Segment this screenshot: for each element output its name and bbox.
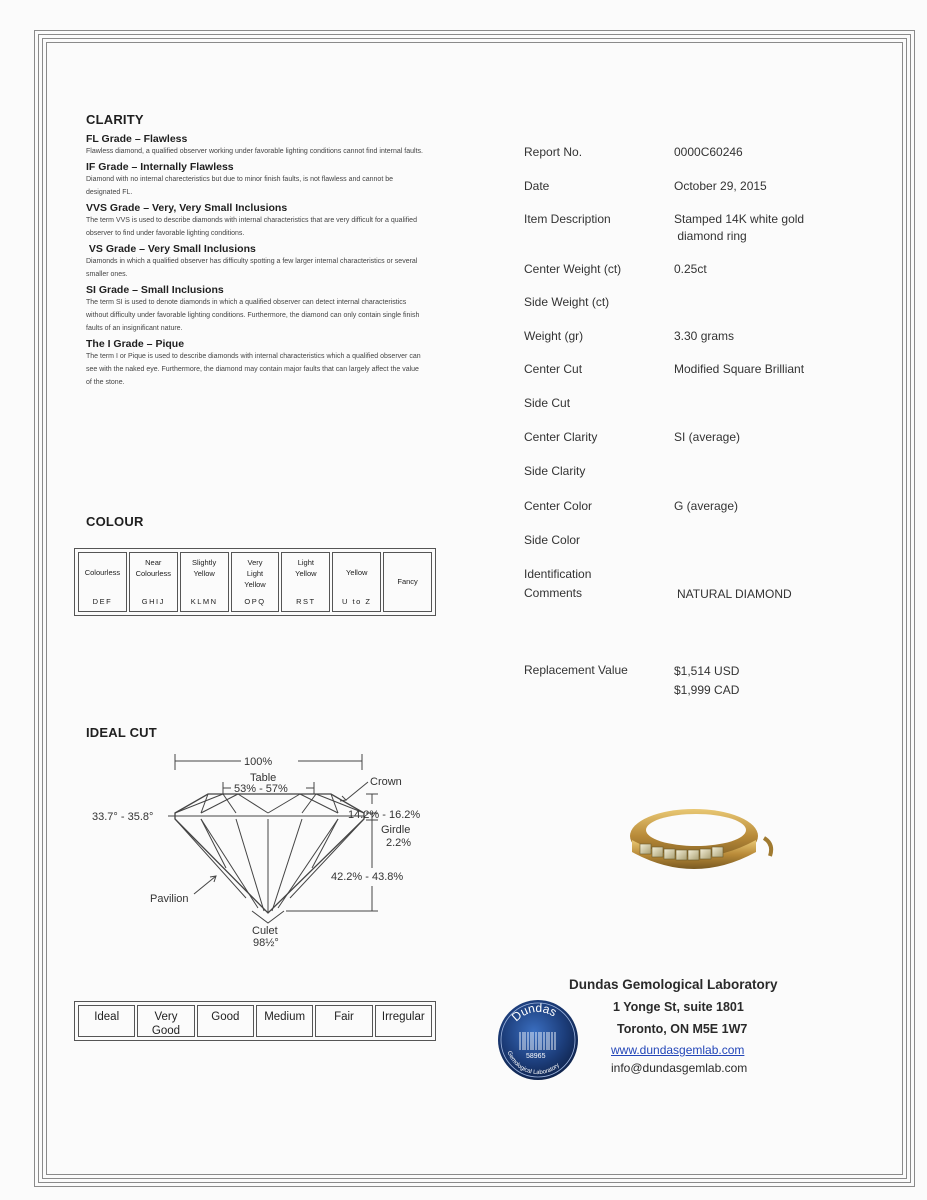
report-value: G (average) <box>674 499 739 513</box>
report-value: 0.25ct <box>674 262 707 276</box>
colour-cell <box>78 552 127 612</box>
colour-scale-table <box>74 548 436 616</box>
clarity-grade-desc: Flawless diamond, a qualified observer working under favorable lighting conditions cannot find internal faults. <box>86 148 423 155</box>
colour-cell-name: Colourless <box>84 568 121 577</box>
girdle-label: Girdle <box>381 824 411 836</box>
cut-grade-cell: Ideal <box>78 1005 135 1037</box>
report-label: Side Cut <box>524 396 571 410</box>
report-label: Side Clarity <box>524 464 586 478</box>
ring-photo <box>624 796 774 886</box>
report-value: 3.30 grams <box>674 329 735 343</box>
clarity-grade-title: FL Grade – Flawless <box>86 133 188 145</box>
colour-cell-letters: KLMN <box>190 597 218 606</box>
clarity-grade-title: VS Grade – Very Small Inclusions <box>86 243 256 255</box>
report-value: NATURAL DIAMOND <box>677 587 792 601</box>
report-label: Weight (gr) <box>524 329 584 343</box>
report-label: Center Color <box>524 499 593 513</box>
report-label: Center Cut <box>524 362 583 376</box>
clarity-grade-title: The I Grade – Pique <box>86 338 185 350</box>
report-label: Center Clarity <box>524 430 598 444</box>
report-value: 0000C60246 <box>674 145 743 159</box>
colour-cell-name: Light Yellow <box>295 558 317 578</box>
crown-height-label: 14.2% - 16.2% <box>348 809 421 821</box>
report-label: Center Weight (ct) <box>524 262 622 276</box>
table-percent-label: 53% - 57% <box>234 783 288 795</box>
pavilion-label: Pavilion <box>150 893 189 905</box>
report-label: Date <box>524 179 550 193</box>
lab-address-line1: 1 Yonge St, suite 1801 <box>613 1000 744 1014</box>
clarity-grade-desc: The term VVS is used to describe diamonds with internal characteristics that are very difficult for a qualified observer to find under favorable lighting conditions. <box>86 217 417 237</box>
girdle-percent-label: 2.2% <box>386 837 412 849</box>
cut-grade-cell: Medium <box>256 1005 313 1037</box>
report-label: Side Weight (ct) <box>524 295 610 309</box>
report-value: Stamped 14K white gold diamond ring <box>674 212 805 243</box>
colour-cell-name: Fancy <box>397 577 418 586</box>
clarity-grade-title: IF Grade – Internally Flawless <box>86 161 234 173</box>
report-value: SI (average) <box>674 430 741 444</box>
lab-email: info@dundasgemlab.com <box>611 1061 748 1075</box>
report-value: $1,514 USD $1,999 CAD <box>674 664 740 697</box>
cut-grade-cell: Irregular <box>375 1005 432 1037</box>
report-label: Side Color <box>524 533 581 547</box>
clarity-grade-list <box>86 133 436 389</box>
pavilion-depth-label: 42.2% - 43.8% <box>331 871 404 883</box>
width-percent-label: 100% <box>244 756 273 768</box>
lab-seal-logo <box>496 998 580 1082</box>
clarity-grade-desc: Diamonds in which a qualified observer has difficulty spotting a few larger internal characteristics or several smaller ones. <box>86 258 418 278</box>
colour-cell <box>383 552 432 612</box>
report-label: Item Description <box>524 212 611 226</box>
colour-cell-name: Near Colourless <box>135 558 171 578</box>
ideal-cut-heading: IDEAL CUT <box>86 725 157 740</box>
colour-cell-name: Yellow <box>346 568 368 577</box>
report-label: Replacement Value <box>524 663 628 677</box>
clarity-grade-desc: The term SI is used to denote diamonds in which a qualified observer can detect internal characteristics without difficulty under favorable lighting conditions. Furthermore, the diamond can only contain single finish faults of an insignificant nature. <box>86 299 420 332</box>
report-value: Modified Square Brilliant <box>674 362 805 376</box>
lab-name: Dundas Gemological Laboratory <box>569 977 778 992</box>
clarity-grade-desc: Diamond with no internal charecteristics but due to minor finish faults, is not flawless and cannot be designated FL. <box>86 176 393 196</box>
colour-cell-name: Slightly Yellow <box>192 558 217 578</box>
cut-grade-cell: Fair <box>315 1005 372 1037</box>
report-value: October 29, 2015 <box>674 179 767 193</box>
clarity-grade-title: SI Grade – Small Inclusions <box>86 284 224 296</box>
colour-cell <box>231 552 280 612</box>
seal-bottom-text: Gemological Laboratory <box>505 1050 561 1077</box>
report-label: Identification Comments <box>524 567 592 600</box>
culet-label: Culet <box>252 925 278 937</box>
culet-value-label: 98½° <box>253 937 279 949</box>
colour-heading: COLOUR <box>86 514 144 529</box>
cut-grade-cell: Good <box>197 1005 254 1037</box>
clarity-grade-title: VVS Grade – Very, Very Small Inclusions <box>86 202 288 214</box>
colour-cell <box>281 552 330 612</box>
crown-label: Crown <box>370 776 402 788</box>
colour-cell-letters: GHIJ <box>141 597 165 606</box>
lab-website-link[interactable]: www.dundasgemlab.com <box>611 1043 745 1057</box>
diamond-proportions-diagram <box>76 748 436 953</box>
colour-cell-letters: RST <box>296 597 316 606</box>
lab-address-line2: Toronto, ON M5E 1W7 <box>617 1022 748 1036</box>
colour-cell-name: Very Light Yellow <box>244 558 266 589</box>
clarity-heading: CLARITY <box>86 112 144 127</box>
table-label: Table <box>250 772 277 784</box>
colour-cell-letters: U to Z <box>342 597 372 606</box>
cut-grade-table <box>74 1001 436 1041</box>
colour-cell-letters: DEF <box>92 597 113 606</box>
seal-number: 58965 <box>526 1053 546 1060</box>
report-label: Report No. <box>524 145 583 159</box>
colour-cell-letters: OPQ <box>244 597 266 606</box>
cut-grade-cell: Very Good <box>137 1005 194 1037</box>
colour-cell <box>129 552 178 612</box>
colour-cell <box>332 552 381 612</box>
seal-top-text: Dundas <box>508 1000 560 1025</box>
colour-cell <box>180 552 229 612</box>
crown-angle-label: 33.7° - 35.8° <box>92 811 154 823</box>
clarity-grade-desc: The term I or Pique is used to describe diamonds with internal characteristics which a qualified observer can see with the naked eye. Furthermore, the diamond may contain major faults that can largely affect the value of the stone. <box>86 353 421 386</box>
clarity-section <box>86 112 436 392</box>
